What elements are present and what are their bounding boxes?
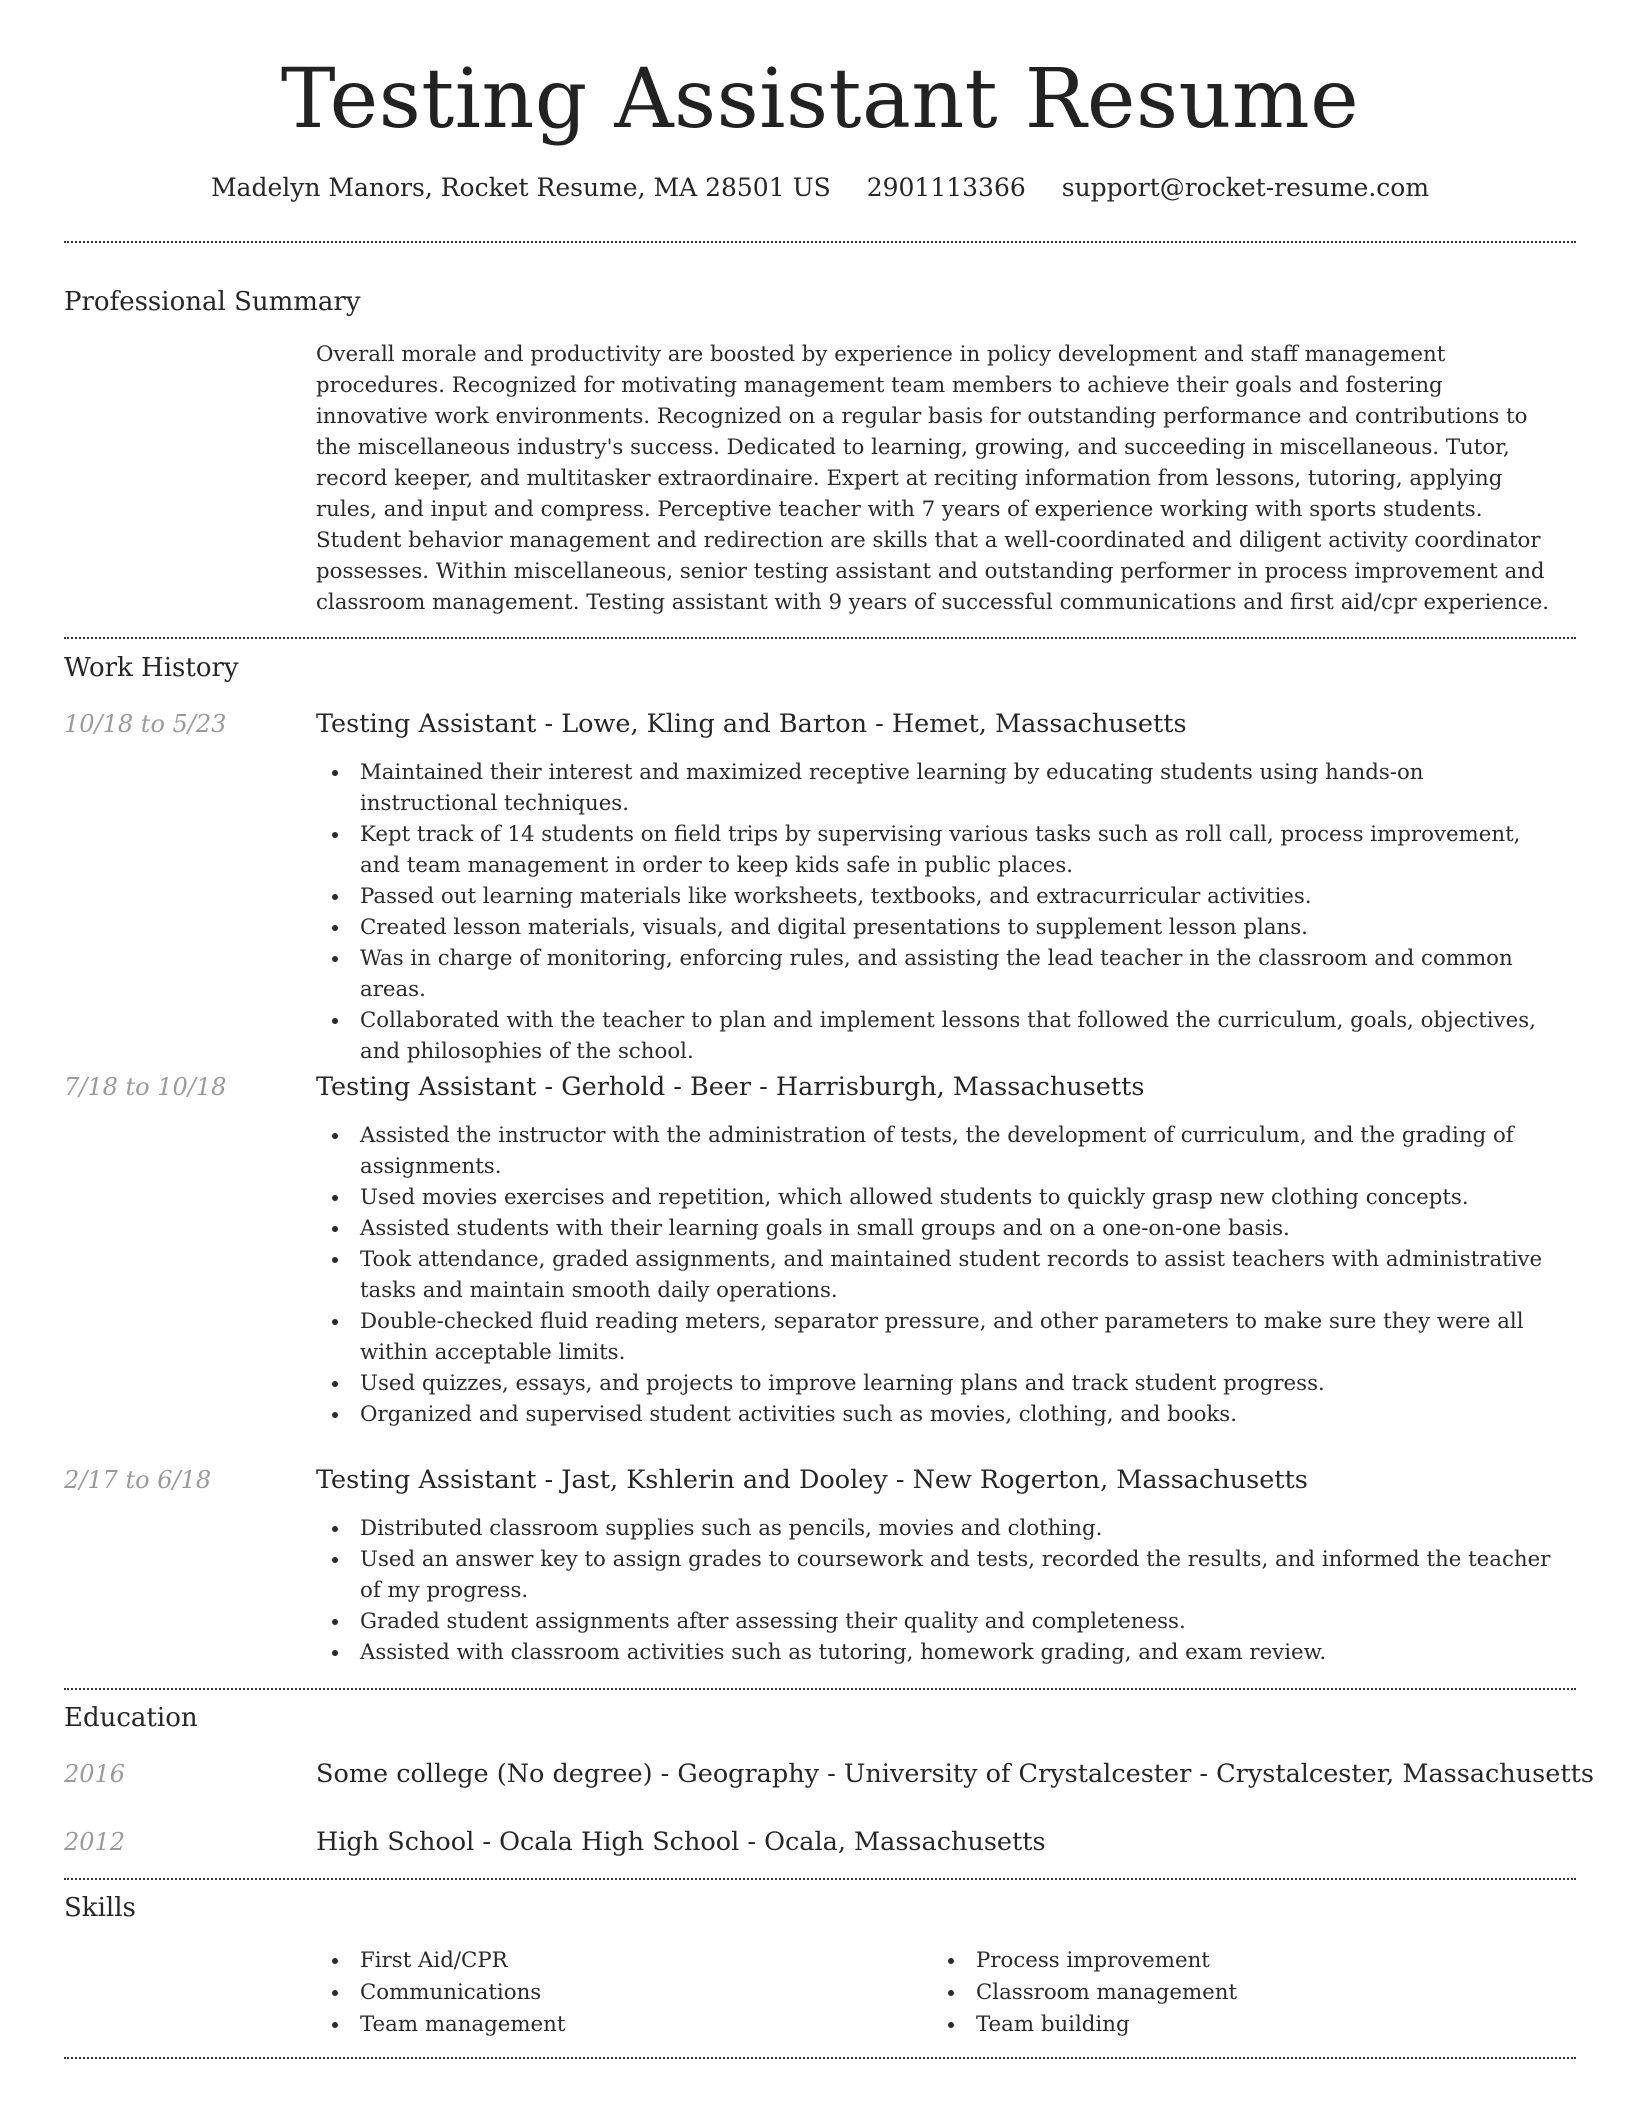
skill-item: Communications <box>316 1977 916 2009</box>
job-bullet: Created lesson materials, visuals, and digital presentations to supplement lesson plans. <box>316 912 1566 943</box>
education-year: 2016 <box>64 1760 126 1788</box>
summary-text: Overall morale and productivity are boosted by experience in policy development and staff management procedures. Recognized for motivating management team members to achieve their goals and fostering innovative work environments. Recognized on a regular basis for outstanding performance and contributions to the miscellaneous industry's success. Dedicated to learning, growing, and succeeding in miscellaneous. Tutor, record keeper, and multitasker extraordinaire. Expert at reciting information from lessons, tutoring, applying rules, and input and compress. Perceptive teacher with 7 years of experience working with sports students. Student behavior management and redirection are skills that a well-coordinated and diligent activity coordinator possesses. Within miscellaneous, senior testing assistant and outstanding performer in process improvement and classroom management. Testing assistant with 9 years of successful communications and first aid/cpr experience. <box>316 342 1549 615</box>
job-bullet: Maintained their interest and maximized receptive learning by educating students using hands-on instructional techniques. <box>316 757 1566 819</box>
skill-item: Team building <box>932 2009 1532 2041</box>
job-dates: 2/17 to 6/18 <box>64 1466 212 1494</box>
summary-heading: Professional Summary <box>64 287 361 317</box>
job-bullet-list <box>316 757 1566 1067</box>
work-history-heading: Work History <box>64 653 239 683</box>
skills-list-right <box>932 1945 1532 2041</box>
resume-title: Testing Assistant Resume <box>280 52 1360 147</box>
job-title: Testing Assistant - Gerhold - Beer - Harrisburgh, Massachusetts <box>316 1072 1145 1102</box>
job-bullet: Double-checked fluid reading meters, separator pressure, and other parameters to make sure they were all within acceptable limits. <box>316 1306 1566 1368</box>
contact-email: support@rocket-resume.com <box>1061 173 1430 202</box>
divider <box>64 2057 1576 2059</box>
contact-address: Madelyn Manors, Rocket Resume, MA 28501 US <box>210 173 831 202</box>
job-bullet-list <box>316 1513 1566 1668</box>
divider <box>64 1878 1576 1880</box>
education-heading: Education <box>64 1703 198 1733</box>
education-entry: High School - Ocala High School - Ocala, Massachusetts <box>316 1827 1046 1857</box>
divider <box>64 241 1576 243</box>
job-bullet: Assisted with classroom activities such as tutoring, homework grading, and exam review. <box>316 1637 1566 1668</box>
education-entry: Some college (No degree) - Geography - University of Crystalcester - Crystalcester, Massachusetts <box>316 1759 1594 1789</box>
education-year: 2012 <box>64 1828 126 1856</box>
job-bullet: Was in charge of monitoring, enforcing rules, and assisting the lead teacher in the classroom and common areas. <box>316 943 1566 1005</box>
job-bullet: Used an answer key to assign grades to coursework and tests, recorded the results, and informed the teacher of my progress. <box>316 1544 1566 1606</box>
skill-item: Classroom management <box>932 1977 1532 2009</box>
job-bullet: Assisted students with their learning goals in small groups and on a one-on-one basis. <box>316 1213 1566 1244</box>
job-title: Testing Assistant - Lowe, Kling and Barton - Hemet, Massachusetts <box>316 709 1187 739</box>
divider <box>64 1688 1576 1690</box>
job-bullet: Distributed classroom supplies such as pencils, movies and clothing. <box>316 1513 1566 1544</box>
contact-line <box>64 170 1576 206</box>
job-bullet: Used quizzes, essays, and projects to improve learning plans and track student progress. <box>316 1368 1566 1399</box>
skill-item: Process improvement <box>932 1945 1532 1977</box>
skills-heading: Skills <box>64 1893 136 1923</box>
job-dates: 7/18 to 10/18 <box>64 1073 227 1101</box>
job-bullet: Used movies exercises and repetition, which allowed students to quickly grasp new clothing concepts. <box>316 1182 1566 1213</box>
job-dates: 10/18 to 5/23 <box>64 710 227 738</box>
job-bullet: Kept track of 14 students on field trips by supervising various tasks such as roll call, process improvement, and team management in order to keep kids safe in public places. <box>316 819 1566 881</box>
contact-phone: 2901113366 <box>866 173 1026 202</box>
job-bullet: Took attendance, graded assignments, and maintained student records to assist teachers with administrative tasks and maintain smooth daily operations. <box>316 1244 1566 1306</box>
job-title: Testing Assistant - Jast, Kshlerin and Dooley - New Rogerton, Massachusetts <box>316 1465 1308 1495</box>
skill-item: Team management <box>316 2009 916 2041</box>
job-bullet: Passed out learning materials like worksheets, textbooks, and extracurricular activities. <box>316 881 1566 912</box>
job-bullet: Assisted the instructor with the administration of tests, the development of curriculum, and the grading of assignments. <box>316 1120 1566 1182</box>
job-bullet: Graded student assignments after assessing their quality and completeness. <box>316 1606 1566 1637</box>
skills-list-left <box>316 1945 916 2041</box>
skill-item: First Aid/CPR <box>316 1945 916 1977</box>
job-bullet: Collaborated with the teacher to plan and implement lessons that followed the curriculum, goals, objectives, and philosophies of the school. <box>316 1005 1566 1067</box>
divider <box>64 637 1576 639</box>
job-bullet-list <box>316 1120 1566 1430</box>
job-bullet: Organized and supervised student activities such as movies, clothing, and books. <box>316 1399 1566 1430</box>
